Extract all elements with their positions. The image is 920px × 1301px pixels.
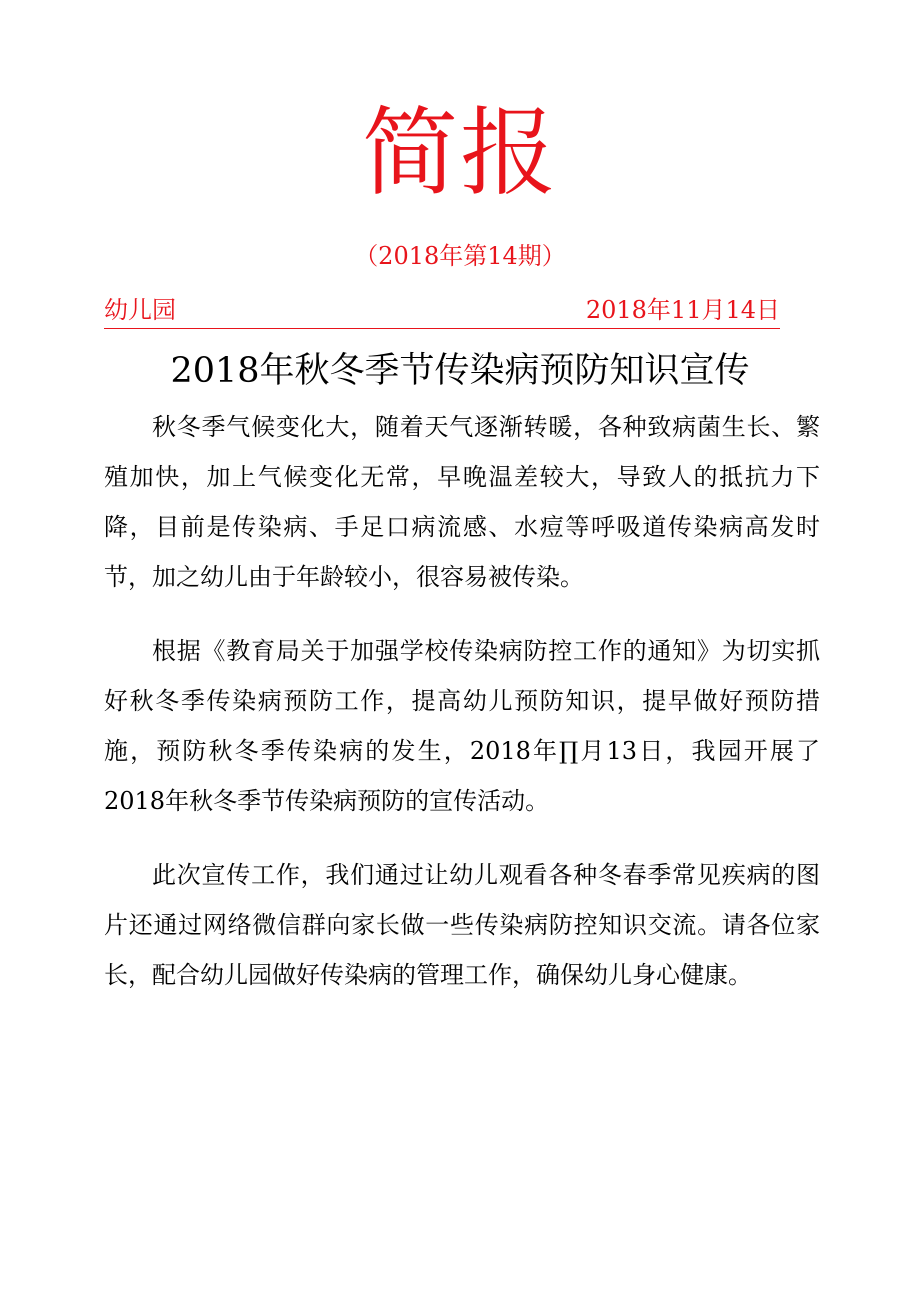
publish-date: 2018年11月14日 [585,296,780,324]
paragraph: 此次宣传工作，我们通过让幼儿观看各种冬春季常见疾病的图片还通过网络微信群向家长做一些传染病防控知识交流。请各位家长，配合幼儿园做好传染病的管理工作，确保幼儿身心健康。 [104,861,820,989]
article-title: 2018年秋冬季节传染病预防知识宣传 [170,351,750,391]
paragraph: 根据《教育局关于加强学校传染病防控工作的通知》为切实抓好秋冬季传染病预防工作，提高幼儿预防知识，提早做好预防措施，预防秋冬季传染病的发生，2018年∏月13日，我园开展了2018年秋冬季节传染病预防的宣传活动。 [104,637,820,815]
org-name: 幼儿园 [104,296,176,324]
issue-number: （2018年第14期） [354,242,566,270]
org-date-line [104,294,780,329]
article-body [104,402,820,1024]
masthead-title: 简报 [362,97,558,209]
paragraph: 秋冬季气候变化大，随着天气逐渐转暖，各种致病菌生长、繁殖加快，加上气候变化无常，早晚温差较大，导致人的抵抗力下降，目前是传染病、手足口病流感、水痘等呼吸道传染病高发时节，加之幼儿由于年龄较小，很容易被传染。 [104,413,820,591]
